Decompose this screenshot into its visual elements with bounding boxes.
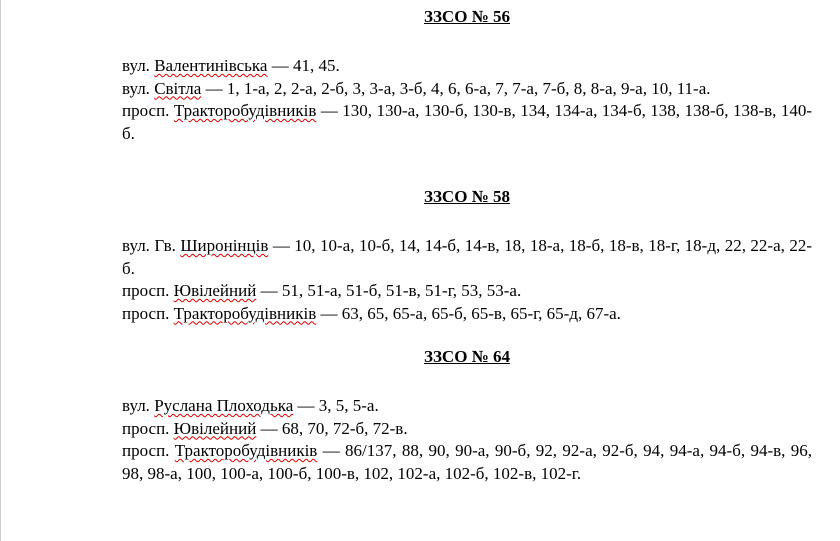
street-prefix: просп. <box>122 441 175 460</box>
street-prefix: просп. <box>122 303 174 323</box>
street-name: Ювілейний <box>173 281 257 300</box>
address-line <box>122 78 812 101</box>
house-numbers: — 51, 51-а, 51-б, 51-в, 51-г, 53, 53-а. <box>256 281 522 300</box>
street-prefix: просп. <box>122 418 174 438</box>
street-name: Тракторобудівників <box>173 303 317 323</box>
street-prefix: вул. <box>122 56 155 75</box>
address-line <box>122 235 812 280</box>
street-prefix: вул. <box>122 396 155 415</box>
section-zzso-58 <box>122 186 812 325</box>
address-line <box>122 303 812 326</box>
street-name: Руслана Плоходька <box>154 396 294 415</box>
street-prefix: вул. Гв. <box>122 236 181 255</box>
section-zzso-56 <box>122 6 812 145</box>
address-line <box>122 440 812 485</box>
section-zzso-64 <box>122 346 812 485</box>
street-name: Ювілейний <box>173 418 257 438</box>
street-prefix: просп. <box>122 281 174 300</box>
street-name: Валентинівська <box>154 56 268 75</box>
street-name: Тракторобудівників <box>173 101 317 120</box>
street-prefix: вул. <box>122 78 155 98</box>
street-name: Широнінців <box>180 236 269 255</box>
street-prefix: просп. <box>122 101 174 120</box>
house-numbers: — 86/137, 88, 90, 90-а, 90-б, 92, 92-а, 92-б, 94, 94-а, 94-б, 94-в, 96, 98, 98-а, 100, 100-а, 100-б, 100-в, 102, 102-а, 102-б, 102-в, 102-г. <box>122 441 812 483</box>
page-left-edge <box>0 0 1 541</box>
house-numbers: — 63, 65, 65-а, 65-б, 65-в, 65-г, 65-д, 67-а. <box>316 303 621 323</box>
address-line <box>122 100 812 145</box>
street-name: Світла <box>154 78 202 98</box>
house-numbers: — 41, 45. <box>267 56 340 75</box>
house-numbers: — 68, 70, 72-б, 72-в. <box>256 418 408 438</box>
street-name: Тракторобудівників <box>174 441 318 460</box>
section-heading: ЗЗСО № 56 <box>423 7 511 26</box>
address-line <box>122 418 812 441</box>
house-numbers: — 3, 5, 5-а. <box>293 396 379 415</box>
address-line <box>122 55 812 78</box>
address-line <box>122 395 812 418</box>
address-line <box>122 280 812 303</box>
section-heading: ЗЗСО № 64 <box>423 347 511 366</box>
section-heading: ЗЗСО № 58 <box>423 187 511 206</box>
house-numbers: — 10, 10-а, 10-б, 14, 14-б, 14-в, 18, 18-а, 18-б, 18-в, 18-г, 18-д, 22, 22-а, 22-б. <box>122 236 813 278</box>
house-numbers: — 1, 1-а, 2, 2-а, 2-б, 3, 3-а, 3-б, 4, 6, 6-а, 7, 7-а, 7-б, 8, 8-а, 9-а, 10, 11-а. <box>201 78 711 98</box>
house-numbers: — 130, 130-а, 130-б, 130-в, 134, 134-а, 134-б, 138, 138-б, 138-в, 140-б. <box>122 101 812 143</box>
